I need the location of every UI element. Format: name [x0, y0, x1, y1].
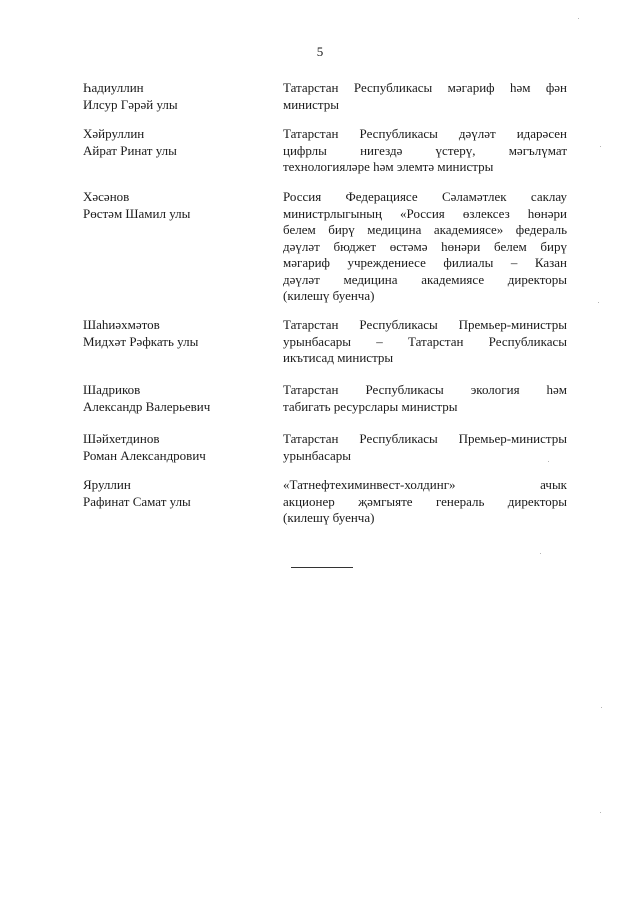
position-line: цифрлы нигездә үстерү, мәгълүмат — [283, 142, 567, 158]
member-name — [83, 126, 273, 159]
position-line: белем бирү медицина академиясе» федераль — [283, 222, 567, 237]
member-given-name: Рафинат Самат улы — [83, 493, 191, 509]
position-line: Татарстан Республикасы Премьер-министры — [283, 431, 567, 446]
position-line: министры — [283, 96, 339, 112]
position-line: технологияләре һәм элемтә министры — [283, 159, 494, 174]
position-line: министрлыгының «Россия өзлексез һөнәри — [283, 205, 567, 221]
position-line: акционер җәмгыяте генераль директоры — [283, 493, 567, 509]
position-line: Татарстан Республикасы экология һәм — [283, 382, 567, 397]
member-position — [283, 382, 567, 415]
scan-speck — [601, 707, 602, 708]
member-given-name: Айрат Ринат улы — [83, 142, 177, 158]
position-line: (килешү буенча) — [283, 288, 375, 303]
position-line: урынбасары – Татарстан Республикасы — [283, 333, 567, 349]
member-name — [83, 477, 273, 510]
member-name — [83, 382, 273, 415]
position-line: дәүләт бюджет өстәмә һөнәри белем бирү — [283, 238, 567, 254]
member-name — [83, 80, 273, 113]
member-name — [83, 431, 273, 464]
member-given-name: Мидхәт Рәфкать улы — [83, 333, 199, 349]
member-given-name: Илсур Гәрәй улы — [83, 96, 178, 112]
scan-speck — [598, 302, 599, 303]
member-name — [83, 317, 273, 350]
member-surname: Шадриков — [83, 382, 141, 397]
member-surname: Шәйхетдинов — [83, 431, 160, 446]
closing-rule — [291, 567, 353, 568]
scan-speck — [540, 553, 541, 554]
scan-speck — [600, 812, 601, 813]
member-surname: Яруллин — [83, 477, 131, 492]
member-surname: Шаһиәхмәтов — [83, 317, 160, 332]
position-line: (килешү буенча) — [283, 510, 375, 525]
member-surname: Хәсәнов — [83, 189, 130, 204]
position-line: дәүләт медицина академиясе директоры — [283, 271, 567, 287]
member-given-name: Роман Александрович — [83, 447, 206, 463]
position-line: Татарстан Республикасы дәүләт идарәсен — [283, 126, 567, 141]
position-line: икътисад министры — [283, 350, 394, 365]
member-given-name: Александр Валерьевич — [83, 398, 211, 414]
position-line: урынбасары — [283, 447, 352, 463]
member-name — [83, 189, 273, 222]
member-surname: Хәйруллин — [83, 126, 145, 141]
member-given-name: Рөстәм Шамил улы — [83, 205, 191, 221]
position-line: Татарстан Республикасы мәгариф һәм фән — [283, 80, 567, 95]
member-position — [283, 80, 567, 113]
member-position — [283, 431, 567, 464]
scan-speck — [600, 146, 601, 147]
scan-speck — [548, 461, 549, 462]
member-position — [283, 477, 567, 527]
member-surname: Һадиуллин — [83, 80, 144, 95]
position-line: табигать ресурслары министры — [283, 398, 458, 414]
member-position — [283, 189, 567, 305]
page-number: 5 — [316, 44, 324, 59]
position-line: Татарстан Республикасы Премьер-министры — [283, 317, 567, 332]
position-line: Россия Федерациясе Сәламәтлек саклау — [283, 189, 567, 204]
member-position — [283, 317, 567, 367]
position-line: «Татнефтехиминвест-холдинг» ачык — [283, 477, 567, 492]
scan-speck — [578, 18, 579, 19]
member-position — [283, 126, 567, 176]
position-line: мәгариф учреждениесе филиалы – Казан — [283, 255, 567, 270]
